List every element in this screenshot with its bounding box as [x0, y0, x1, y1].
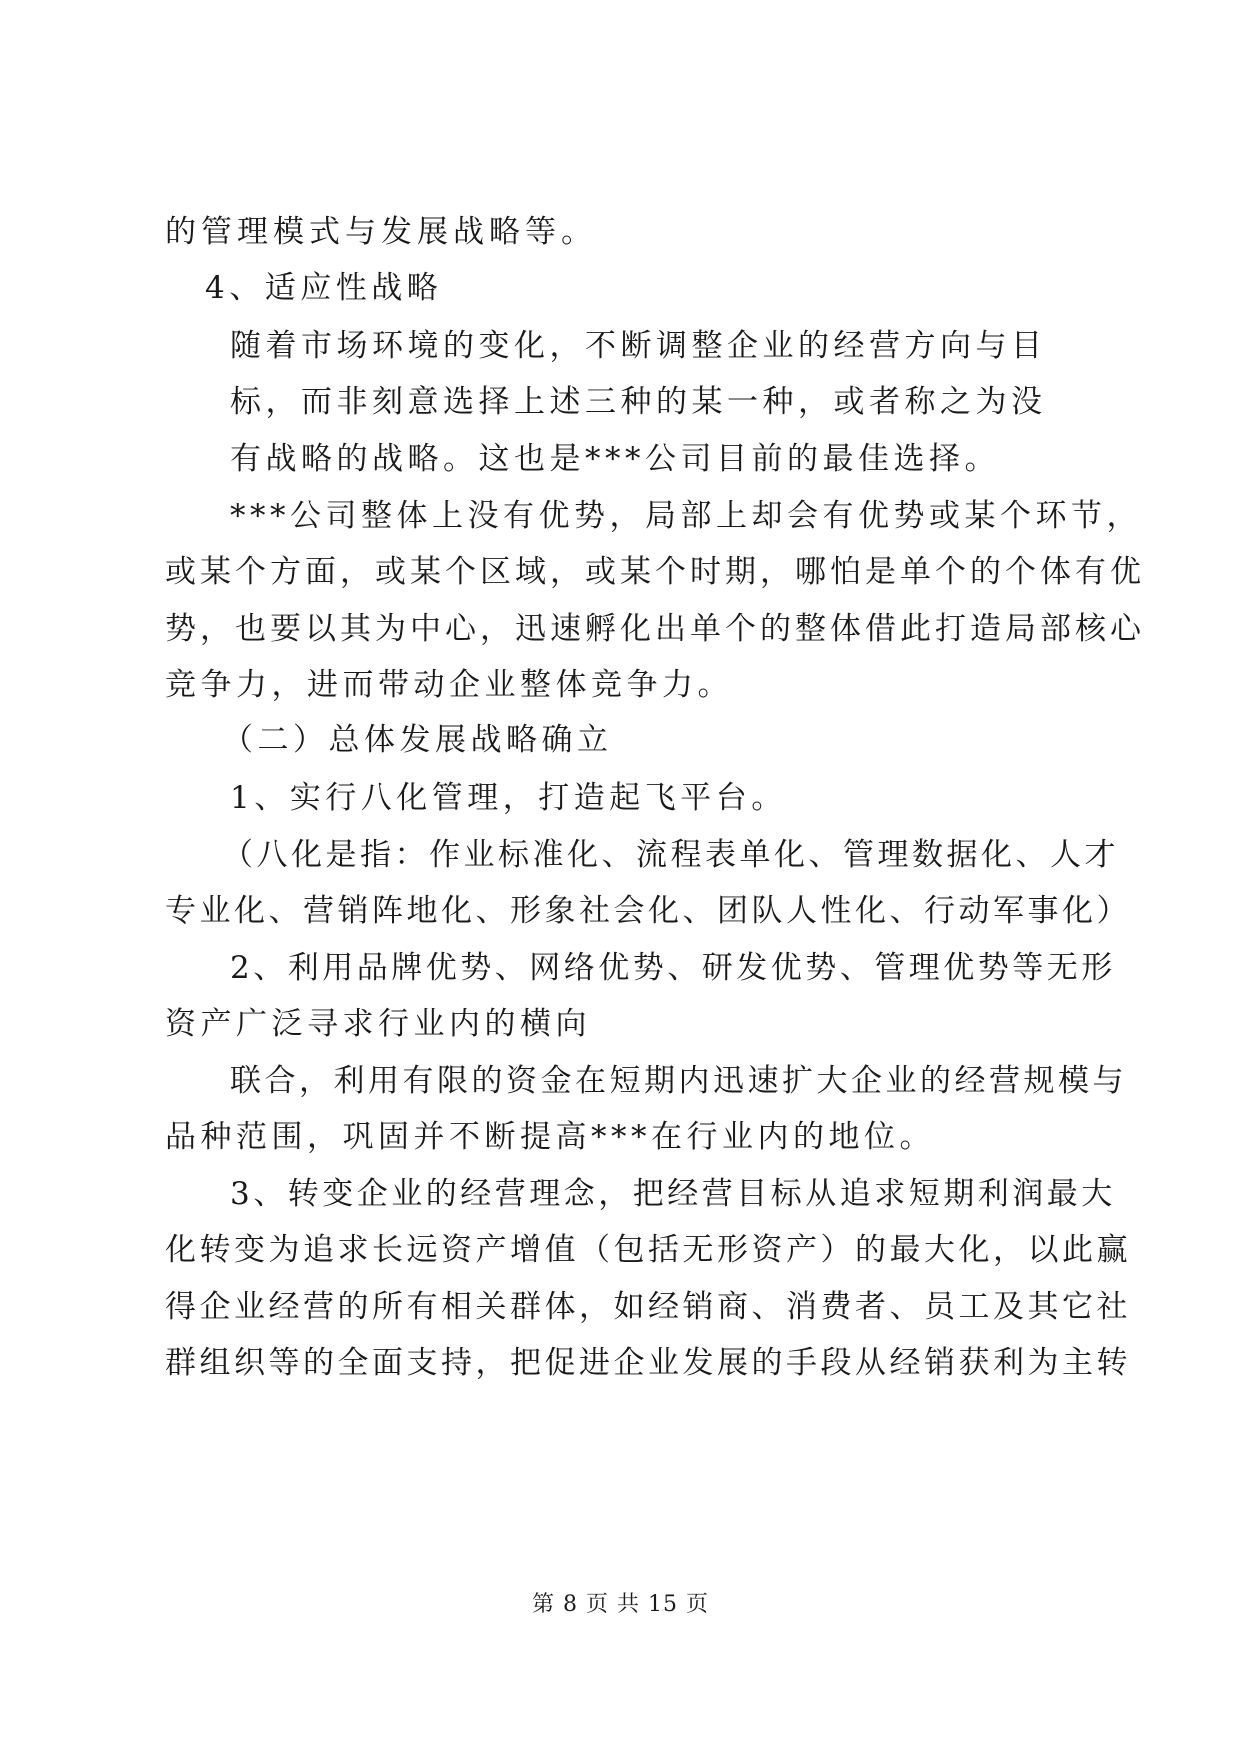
page-number-footer: 第 8 页 共 15 页 — [532, 1592, 709, 1617]
text-line: （八化是指：作业标准化、流程表单化、管理数据化、人才 — [222, 837, 1119, 873]
text-line: 2、利用品牌优势、网络优势、研发优势、管理优势等无形 — [230, 950, 1116, 986]
text-line: 标，而非刻意选择上述三种的某一种，或者称之为没 — [230, 384, 1047, 420]
text-line: 联合，利用有限的资金在短期内迅速扩大企业的经营规模与 — [230, 1063, 1127, 1099]
text-line: 群组织等的全面支持，把促进企业发展的手段从经销获利为主转 — [165, 1345, 1131, 1381]
text-line: 有战略的战略。这也是***公司目前的最佳选择。 — [230, 441, 1000, 477]
text-line: 4、适应性战略 — [205, 270, 443, 306]
text-line: 资产广泛寻求行业内的横向 — [165, 1006, 591, 1042]
text-line: 势，也要以其为中心，迅速孵化出单个的整体借此打造局部核心 — [165, 611, 1145, 647]
text-line: 3、转变企业的经营理念，把经营目标从追求短期利润最大 — [230, 1176, 1116, 1212]
text-line: 随着市场环境的变化，不断调整企业的经营方向与目 — [230, 328, 1047, 364]
text-line: 专业化、营销阵地化、形象社会化、团队人性化、行动军事化） — [165, 893, 1131, 929]
text-line: 竞争力，进而带动企业整体竞争力。 — [165, 667, 733, 703]
text-line: ***公司整体上没有优势，局部上却会有优势或某个环节， — [230, 498, 1142, 534]
text-line: 的管理模式与发展战略等。 — [165, 214, 597, 250]
text-line: 得企业经营的所有相关群体，如经销商、消费者、员工及其它社 — [165, 1289, 1131, 1325]
text-line: 化转变为追求长远资产增值（包括无形资产）的最大化，以此赢 — [165, 1232, 1131, 1268]
text-line: （二）总体发展战略确立 — [222, 722, 613, 758]
text-line: 1、实行八化管理，打造起飞平台。 — [230, 780, 787, 816]
text-line: 品种范围，巩固并不断提高***在行业内的地位。 — [165, 1119, 935, 1155]
text-line: 或某个方面，或某个区域，或某个时期，哪怕是单个的个体有优 — [165, 554, 1145, 590]
